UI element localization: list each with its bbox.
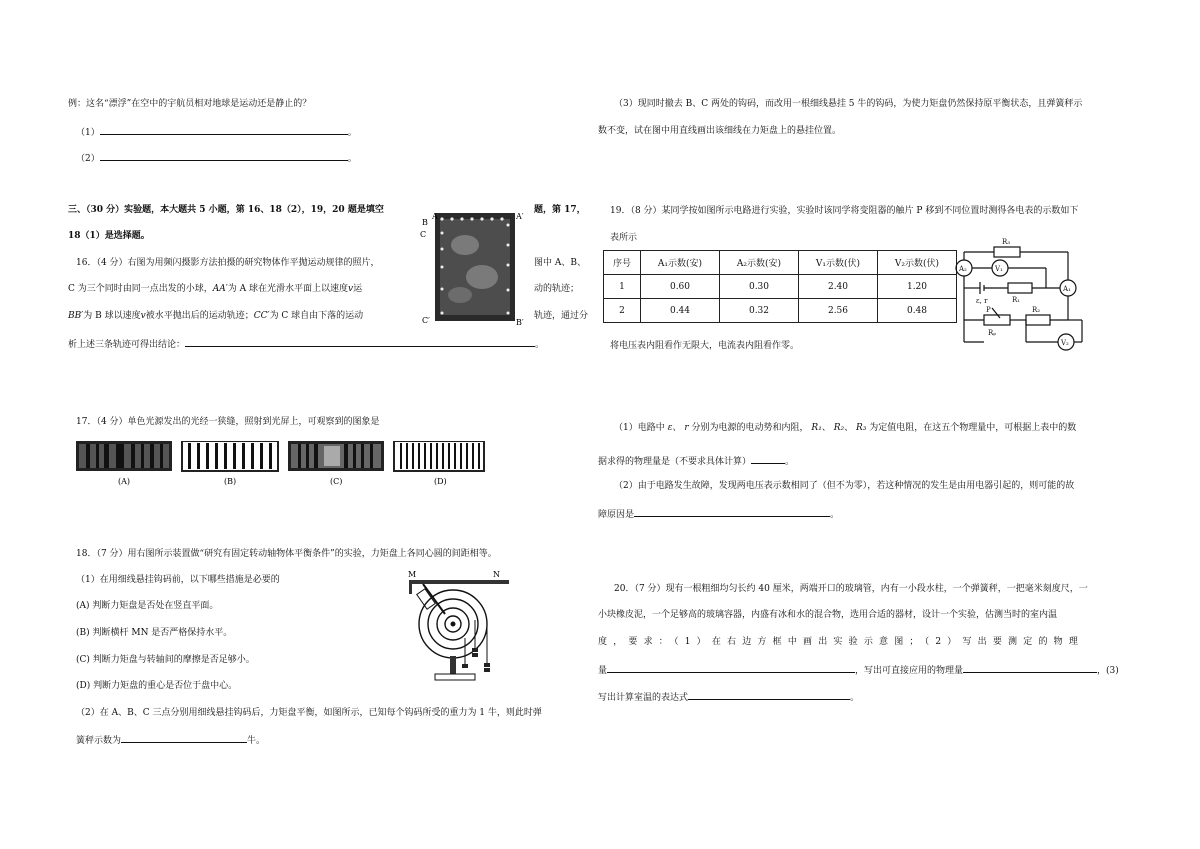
q16-line1-right: 图中 A、B、 [534,258,586,268]
photo-label-c: C [420,230,427,239]
q19-part1-answer-line [598,454,794,468]
spring-scale-blank[interactable] [121,733,247,743]
label-a2: A₂ [959,265,967,273]
label-m: M [408,570,417,579]
label-a1: A₁ [1063,285,1071,293]
symbol-r3: R₃ [855,423,867,433]
q19-meter-table [603,250,957,323]
label-eps-r: ε, r [976,297,988,305]
table-cell: 2 [604,299,641,323]
label-r1: R₁ [1012,296,1021,304]
q20-text: ，(3) [1097,666,1119,676]
q18-part2: （2）在 A、B、C 三点分别用细线悬挂钩码后，力矩盘平衡，如图所示，已知每个钩码所受的重力为 1 牛，则此时弹 [76,708,542,718]
label-r2: R₂ [1032,306,1041,314]
answer-blank[interactable] [100,125,348,135]
table-cell: 2.40 [799,275,878,299]
pattern-b[interactable] [182,441,278,471]
end-mark: 。 [347,154,357,164]
table-header-cell: A₂示数(安) [720,251,799,275]
stand-base [435,674,475,680]
q19-text: 障原因是 [598,510,635,520]
q16-line2 [68,283,362,295]
q19-circuit-diagram [950,232,1090,354]
pattern-c[interactable] [288,441,384,471]
q18-3-line1: （3）现同时撤去 B、C 两处的钩码，而改用一根细线悬挂 5 牛的钩码，为使力矩盘仍然保持原平衡状态，且弹簧秤示 [614,99,1083,109]
photo-label-a: A [432,212,438,221]
table-cell: 0.44 [641,299,720,323]
q19-note: 将电压表内阻看作无限大，电流表内阻看作零。 [610,341,800,351]
option-b-label: (B) [224,477,237,486]
quantities-to-measure-blank[interactable] [607,663,855,673]
q16-symbol-v: v [348,284,354,294]
table-cell: 1 [604,275,641,299]
q16-text: 为 B 球以速度 [83,311,141,321]
q20-line2: 小块橡皮泥，一个足够高的玻璃容器，内盛有冰和水的混合物，选用合适的器材，设计一个实验，估测当时的室内温 [598,610,1058,620]
q19-text: 为定值电阻，在这五个物理量中，可根据上表中的数 [869,423,1077,433]
example-line-1-label: （1） [76,128,100,138]
table-header-cell: A₁示数(安) [641,251,720,275]
label-v2: V₂ [1061,339,1069,347]
label-p: P [986,306,991,314]
q20-line4 [598,663,1119,677]
q20-text: 。 [850,693,860,703]
q18-3-line2: 数不变，试在图中用直线画出该细线在力矩盘上的悬挂位置。 [598,126,842,136]
example-question: 例：这名“漂浮”在空中的宇航员相对地球是运动还是静止的？ [68,99,312,109]
q16-text: 被水平抛出后的运动轨迹； [145,311,254,321]
photo-label-b: B [422,218,428,227]
table-cell: 1.20 [878,275,957,299]
q16-text: 为 A 球在光滑水平面上以速度 [227,284,349,294]
q16-symbol-bb: BB′ [68,311,84,321]
table-row [604,275,957,299]
q18-part1: （1）在用细线悬挂钩码前，以下哪些措施是必要的 [76,575,280,585]
table-cell: 2.56 [799,299,878,323]
q19-part1: （1）电路中 ε、 r 分别为电源的电动势和内阻， R₁、 R₂、 R₃ 为定值电阻，在这五个物理量中，可根据上表中的数 [614,423,1077,433]
table-header-cell: V₂示数(伏) [878,251,957,275]
temperature-expression-blank[interactable] [688,690,850,700]
hook-weights [462,648,490,672]
q16-text: 析上述三条轨迹可得出结论： [68,340,186,350]
symbol-r: r [684,423,689,433]
q19-text: 据求得的物理量是（不要求具体计算） [598,457,752,467]
known-quantities-blank[interactable] [963,663,1097,673]
q16-symbol-cc: CC′ [253,311,270,321]
table-header-cell: 序号 [604,251,641,275]
example-line-2 [76,151,357,165]
q18-option-d[interactable]: (D) 判断力矩盘的重心是否位于盘中心。 [76,681,238,691]
q20-line1: 20．（7 分）现有一根粗细均匀长约 40 厘米，两端开口的玻璃管，内有一小段水柱，一个弹簧秤，一把毫米刻度尺，一 [614,584,1088,594]
section3-heading-part1: 三、（30 分）实验题，本大题共 5 小题，第 16、18（2），19，20 题是填空 [68,205,384,215]
q19-text: （1）电路中 [614,423,665,433]
photo-label-a-prime: A′ [516,212,524,221]
q19-text: 分别为电源的电动势和内阻， [691,423,809,433]
q19-line2: 表所示 [610,233,638,243]
end-mark: 。 [347,128,357,138]
q18-text: 牛。 [247,736,266,746]
q16-text: C 为三个同时由同一点出发的小球， [68,284,213,294]
q18-text: 簧秤示数为 [76,736,122,746]
q16-strobe-photo [420,205,530,330]
spring-scale [423,584,445,614]
q20-line3: 度，要求：（1）在右边方框中画出实验示意图；（2）写出要测定的物理 [598,637,1085,647]
stand-post [450,656,456,676]
q16-symbol-aa: AA′ [212,284,228,294]
q20-text: 写出计算室温的表达式 [598,693,689,703]
q17-fringe-patterns [76,441,486,489]
photo-label-b-prime: B′ [516,318,524,327]
q16-symbol-v: v [140,311,146,321]
q19-part2: （2）由于电路发生故障，发现两电压表示数相同了（但不为零），若这种情况的发生是由用电器引起的，则可能的故 [614,481,1075,491]
q16-line1: 16．（4 分）右图为用频闪摄影方法拍摄的研究物体作平抛运动规律的照片， [76,258,380,268]
q20-line5 [598,690,859,704]
q16-text: 运 [353,284,363,294]
q19-text: 、 [672,423,682,433]
q19-line1: 19．（8 分）某同学按如图所示电路进行实验，实验时该同学将变阻器的触片 P 移到不同位置时测得各电表的示数如下 [610,206,1079,216]
q18-option-a[interactable]: (A) 判断力矩盘是否处在竖直平面。 [76,601,219,611]
section3-heading-part2: 题，第 17， [534,205,586,215]
table-cell: 0.32 [720,299,799,323]
fault-reason-blank[interactable] [634,507,830,517]
q18-intro: 18．（7 分）用右图所示装置做“研究有固定转动轴物体平衡条件”的实验，力矩盘上各同心圆的间距相等。 [76,549,497,559]
table-row [604,299,957,323]
q19-part2-answer-line [598,507,839,521]
symbol-r2: R₂ [833,423,845,433]
q20-text: 量 [598,666,608,676]
torque-disk-figure [405,568,515,688]
q16-line3-right: 轨迹，通过分 [534,311,589,321]
label-r3: R₃ [1002,238,1011,246]
q16-text: 为 C 球自由下落的运动 [269,311,364,321]
axle [451,622,456,627]
example-line-1 [76,125,357,139]
q18-option-c[interactable]: (C) 判断力矩盘与转轴间的摩擦是否足够小。 [76,655,255,665]
q19-text: 。 [830,510,840,520]
pattern-d[interactable] [394,441,484,471]
q17-text: 17．（4 分）单色光源发出的光经一狭缝，照射到光屏上，可观察到的图象是 [76,417,380,427]
q18-option-b[interactable]: (B) 判断横杆 MN 是否严格保持水平。 [76,628,233,638]
section3-heading-line2: 18（1）是选择题。 [68,231,150,241]
table-header-cell: V₁示数(伏) [799,251,878,275]
symbol-epsilon: ε [667,423,673,433]
option-d-label: (D) [434,477,447,486]
label-rp: Rₚ [988,329,997,337]
photo-label-c-prime: C′ [422,316,430,325]
table-cell: 0.60 [641,275,720,299]
q20-text: ，写出可直接应用的物理量 [855,666,964,676]
table-header-row [604,251,957,275]
example-line-2-label: （2） [76,154,100,164]
table-cell: 0.48 [878,299,957,323]
conclusion-blank[interactable] [185,337,535,347]
quantities-blank[interactable] [751,454,785,464]
option-a-label: (A) [118,477,131,486]
option-c-label: (C) [330,477,343,486]
q18-part2-answer-line [76,733,265,747]
q19-text: 。 [785,457,795,467]
label-v1: V₁ [995,265,1003,273]
pattern-a[interactable] [76,441,172,471]
answer-blank[interactable] [100,151,348,161]
crossbar-mn [409,580,509,584]
table-cell: 0.30 [720,275,799,299]
label-n: N [493,570,500,579]
q16-line3 [68,310,363,322]
symbol-r1: R₁ [811,423,822,433]
q16-line2-right: 动的轨迹； [534,284,580,294]
q16-line4: 析上述三条轨迹可得出结论： 。 [68,337,544,351]
